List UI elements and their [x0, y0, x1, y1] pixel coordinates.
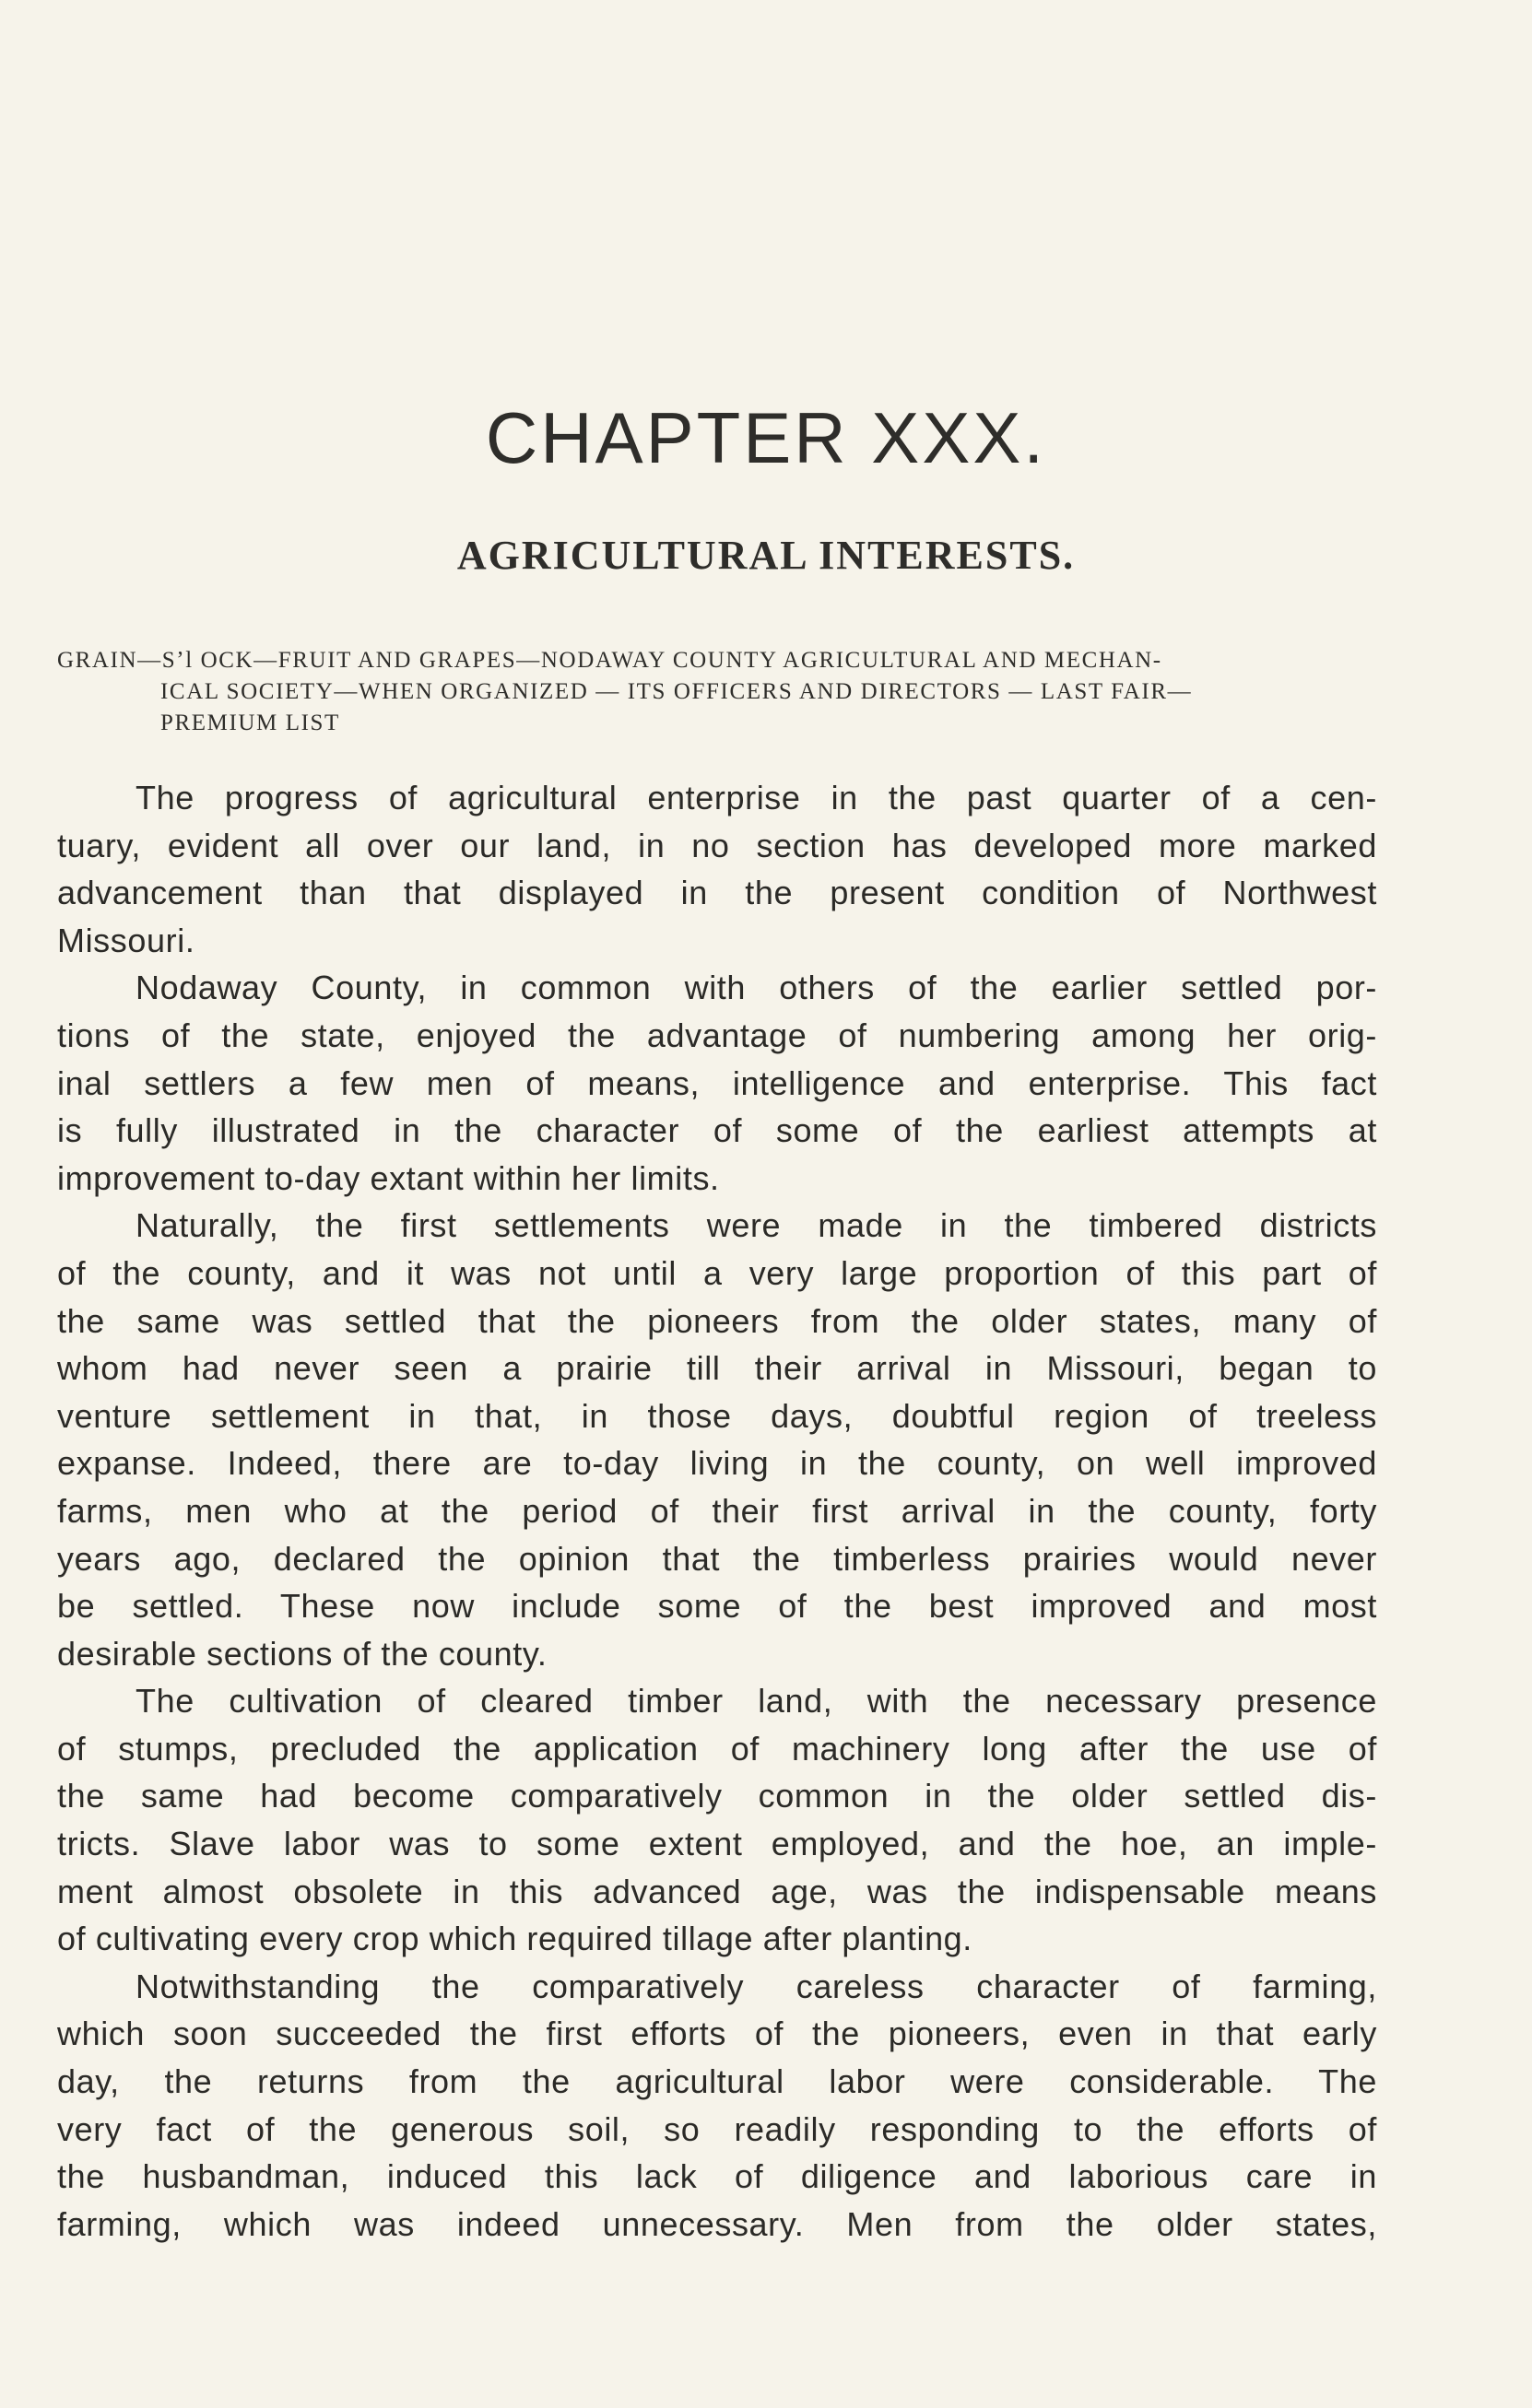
paragraph-line: the husbandman, induced this lack of diligence and laborious care in: [57, 2157, 1377, 2196]
paragraph-line: venture settlement in that, in those days, doubtful region of treeless: [57, 1396, 1377, 1435]
paragraph-line: day, the returns from the agricultural labor were considerable. The: [57, 2062, 1377, 2101]
paragraph-line: of the county, and it was not until a very large proportion of this part of: [57, 1253, 1377, 1292]
paragraph-line: is fully illustrated in the character of some of the earliest attempts at: [57, 1111, 1377, 1150]
synopsis-line: PREMIUM LIST: [160, 711, 340, 735]
paragraph-line: be settled. These now include some of the best improved and most: [57, 1587, 1377, 1626]
chapter-title: CHAPTER XXX.: [485, 397, 1047, 478]
paragraph-line: tions of the state, enjoyed the advantage of numbering among her orig-: [57, 1016, 1377, 1054]
paragraph-line: tricts. Slave labor was to some extent employed, and the hoe, an imple-: [57, 1825, 1377, 1863]
paragraph-line: the same was settled that the pioneers from the older states, many of: [57, 1301, 1377, 1340]
chapter-subtitle: AGRICULTURAL INTERESTS.: [456, 533, 1076, 578]
paragraph-line: whom had never seen a prairie till their arrival in Missouri, began to: [57, 1349, 1377, 1388]
paragraph-line: ment almost obsolete in this advanced age, was the indispensable means: [57, 1872, 1377, 1910]
paragraph-line: years ago, declared the opinion that the timberless prairies would never: [57, 1539, 1377, 1578]
paragraph-line: of stumps, precluded the application of machinery long after the use of: [57, 1729, 1377, 1768]
paragraph-line: farming, which was indeed unnecessary. Men from the older states,: [57, 2204, 1377, 2243]
paragraph-line: expanse. Indeed, there are to-day living in the county, on well improved: [57, 1444, 1377, 1483]
paragraph-line: inal settlers a few men of means, intelligence and enterprise. This fact: [57, 1063, 1377, 1102]
paragraph-line: of cultivating every crop which required tillage after planting.: [57, 1920, 972, 1958]
paragraph-line: the same had become comparatively common in the older settled dis-: [57, 1777, 1377, 1815]
paragraph-line: Naturally, the first settlements were made in the timbered districts: [136, 1206, 1377, 1245]
paragraph-line: which soon succeeded the first efforts of the pioneers, even in that early: [57, 2014, 1377, 2053]
paragraph-line: The progress of agricultural enterprise in the past quarter of a cen-: [136, 779, 1377, 816]
paragraph-line: improvement to-day extant within her limits.: [57, 1158, 720, 1197]
synopsis-line: GRAIN—Sʼl OCK—FRUIT AND GRAPES—NODAWAY COUNTY AGRICULTURAL AND MECHAN-: [57, 648, 1162, 673]
paragraph-line: Missouri.: [57, 921, 195, 959]
chapter-synopsis: [57, 645, 1377, 739]
paragraph-line: Notwithstanding the comparatively careless character of farming,: [136, 1967, 1377, 2005]
paragraph-line: desirable sections of the county.: [57, 1634, 548, 1673]
paragraph-line: very fact of the generous soil, so readily responding to the efforts of: [57, 2109, 1377, 2148]
body-text: [57, 774, 1377, 2248]
paragraph-line: farms, men who at the period of their first arrival in the county, forty: [57, 1491, 1377, 1530]
paragraph-line: The cultivation of cleared timber land, with the necessary presence: [136, 1682, 1377, 1721]
paragraph-line: advancement than that displayed in the present condition of Northwest: [57, 874, 1377, 912]
paragraph-line: tuary, evident all over our land, in no section has developed more marked: [57, 826, 1377, 864]
paragraph-line: Nodaway County, in common with others of the earlier settled por-: [136, 969, 1377, 1007]
synopsis-line: ICAL SOCIETY—WHEN ORGANIZED — ITS OFFICERS AND DIRECTORS — LAST FAIR—: [160, 679, 1193, 704]
